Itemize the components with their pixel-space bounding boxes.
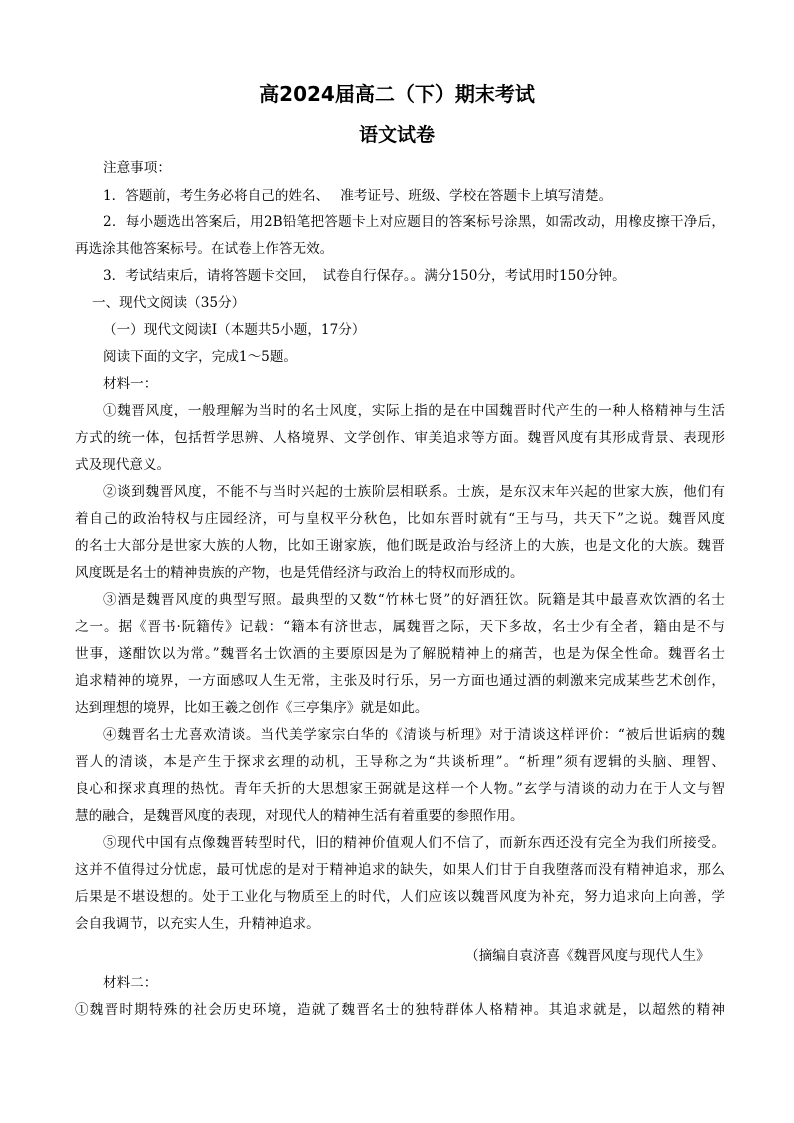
subsection-heading: （一）现代文阅读I（本题共5小题，17分） [103,322,366,338]
paragraph-1-line-2: 方式的统一体，包括哲学思辨、人格境界、文学创作、审美追求等方面。魏晋风度有其形成背景、表现形 [75,430,725,446]
notes-item-2-line-2: 再选涂其他答案标号。在试卷上作答无效。 [75,241,334,257]
paragraph-3-line-4: 追求精神的境界，一方面感叹人生无常，主张及时行乐，另一方面也通过酒的刺激来完成某些艺术创作， [75,673,725,689]
paragraph-1-line-3: 式及现代意义。 [75,457,171,473]
paragraph-5-line-2: 这并不值得过分忧虑，最可忧虑的是对于精神追求的缺失，如果人们甘于自我堕落而没有精神追求，那么 [75,862,725,878]
material-2-label: 材料二： [103,975,158,991]
section-heading: 一、现代文阅读（35分） [92,295,246,311]
exam-title: 高2024届高二（下）期末考试 [259,82,535,106]
paragraph-4-line-3: 良心和探求真理的热忱。青年夭折的大思想家王弼就是这样一个人物。”玄学与清谈的动力在于人文与智 [75,781,725,797]
paragraph-3-line-3: 世事，遂酣饮以为常。”魏晋名士饮酒的主要原因是为了解脱精神上的痛苦，也是为保全性命。魏晋名士 [75,646,725,662]
notes-item-3: 3．考试结束后，请将答题卡交回， 试卷自行保存。。满分150分，考试用时150分钟。 [103,268,626,284]
paragraph-2-line-3: 的名士大部分是世家大族的人物，比如王谢家族，他们既是政治与经济上的大族，也是文化的大族。魏晋 [75,538,725,554]
paragraph-2-line-4: 风度既是名士的精神贵族的产物，也是凭借经济与政治上的特权而形成的。 [75,565,524,581]
paragraph-4-line-2: 晋人的清谈，本是产生于探求玄理的动机，王导称之为“共谈析理”。“析理”须有逻辑的头脑、理智、 [75,754,725,770]
notes-item-2-line-1: 2．每小题选出答案后，用2B铅笔把答题卡上对应题目的答案标号涂黑，如需改动，用橡皮擦干净后， [103,214,725,230]
source-citation: （摘编自袁济喜《魏晋风度与现代人生》 [465,948,710,964]
paragraph-1-line-1: ①魏晋风度，一般理解为当时的名士风度，实际上指的是在中国魏晋时代产生的一种人格精神与生活 [103,403,725,419]
notes-heading: 注意事项： [103,160,171,176]
paragraph-3-line-5: 达到理想的境界，比如王羲之创作《三亭集序》就是如此。 [75,700,429,716]
material-2-paragraph-1-line-1: ①魏晋时期特殊的社会历史环境，造就了魏晋名士的独特群体人格精神。其追求就是，以超然的精神 [75,1002,725,1018]
exam-subtitle: 语文试卷 [358,124,435,146]
notes-item-1: 1．答题前，考生务必将自己的姓名、 准考证号、班级、学校在答题卡上填写清楚。 [103,188,613,204]
paragraph-2-line-2: 着自己的政治特权与庄园经济，可与皇权平分秋色，比如东晋时就有“王与马，共天下”之说。魏晋风度 [75,511,725,527]
paragraph-3-line-1: ③酒是魏晋风度的典型写照。最典型的又数“竹林七贤”的好酒狂饮。阮籍是其中最喜欢饮酒的名士 [103,592,725,608]
paragraph-5-line-1: ⑤现代中国有点像魏晋转型时代，旧的精神价值观人们不信了，而新东西还没有完全为我们所接受。 [103,835,725,851]
material-1-label: 材料一： [103,376,158,392]
paragraph-3-line-2: 之一。据《晋书·阮籍传》记载：“籍本有济世志，属魏晋之际，天下多故，名士少有全者，籍由是不与 [75,619,725,635]
paragraph-4-line-1: ④魏晋名士尤喜欢清谈。当代美学家宗白华的《清谈与析理》对于清谈这样评价：“被后世诟病的魏 [103,727,725,743]
reading-instruction: 阅读下面的文字，完成1～5题。 [103,349,298,365]
paragraph-4-line-4: 慧的融合，是魏晋风度的表现，对现代人的精神生活有着重要的参照作用。 [75,808,524,824]
paragraph-5-line-3: 后果是不堪设想的。处于工业化与物质至上的时代，人们应该以魏晋风度为补充，努力追求向上向善，学 [75,889,725,905]
paragraph-5-line-4: 会自我调节，以充实人生，升精神追求。 [75,916,320,932]
paragraph-2-line-1: ②谈到魏晋风度，不能不与当时兴起的士族阶层相联系。士族，是东汉末年兴起的世家大族，他们有 [103,484,725,500]
